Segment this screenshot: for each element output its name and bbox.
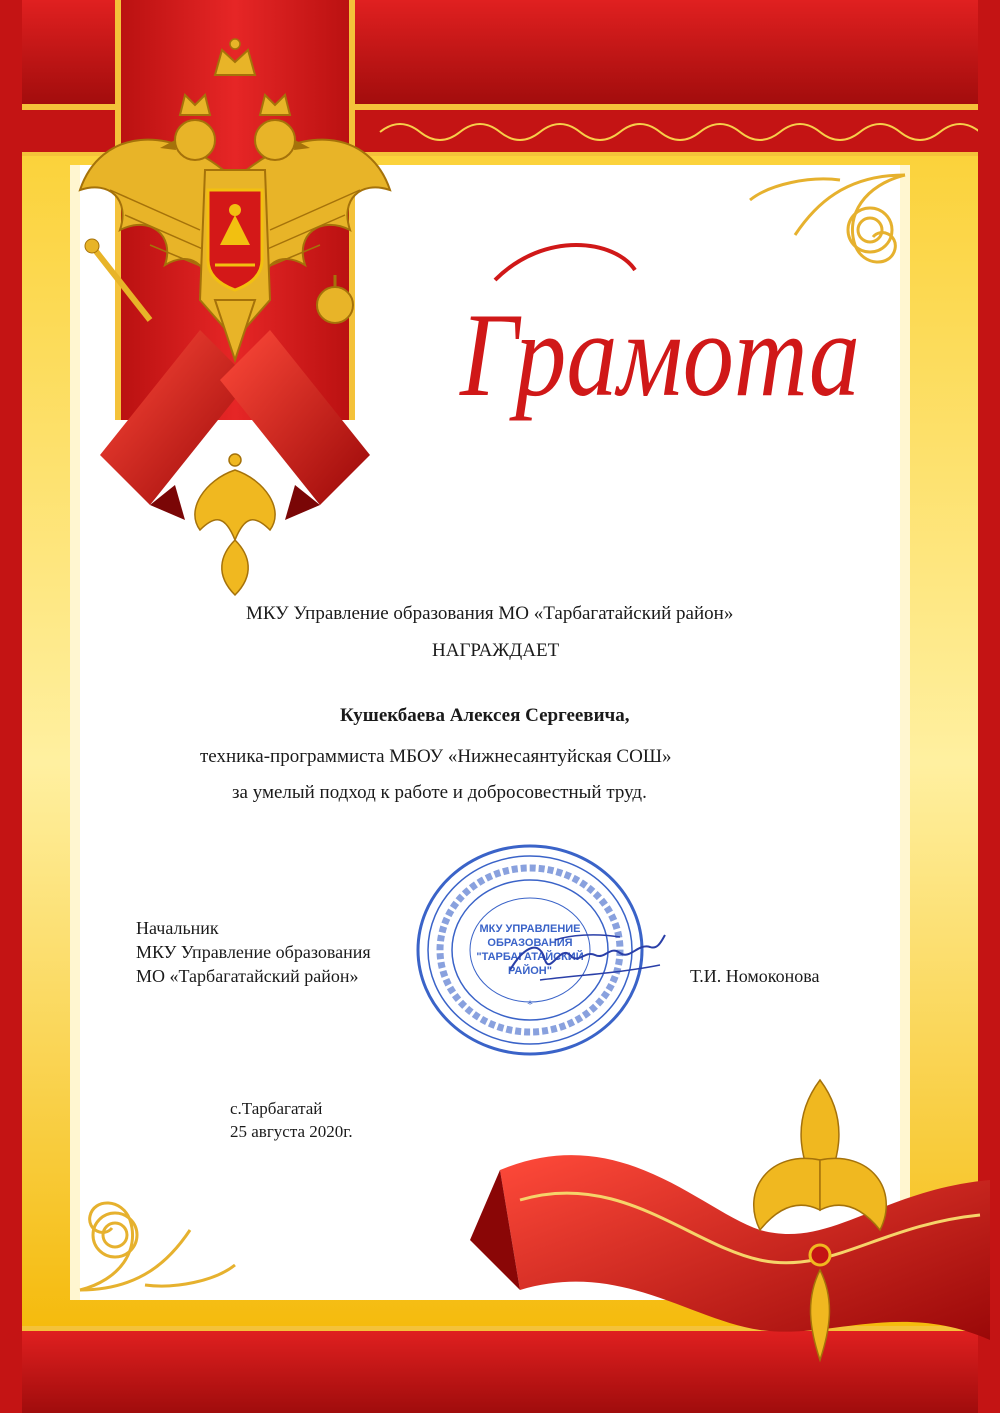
stamp-center-line2: ОБРАЗОВАНИЯ	[487, 937, 573, 949]
svg-text:*: *	[527, 997, 533, 1011]
issuer-line: МКУ Управление образования МО «Тарбагатайский район»	[246, 603, 734, 624]
certificate-title-text: Грамота	[459, 288, 860, 421]
place: с.Тарбагатай	[230, 1099, 323, 1118]
handwritten-signature	[500, 925, 670, 990]
stamp-center-line3: "ТАРБАГАТАЙСКИЙ	[476, 951, 584, 963]
date: 25 августа 2020г.	[230, 1122, 353, 1141]
stamp-center-line1: МКУ УПРАВЛЕНИЕ	[479, 923, 581, 935]
signer-title-line3: МО «Тарбагатайский район»	[136, 966, 359, 986]
award-verb: НАГРАЖДАЕТ	[432, 640, 560, 661]
award-reason: за умелый подход к работе и добросовестный труд.	[232, 782, 647, 803]
signer-title-line2: МКУ Управление образования	[136, 942, 371, 962]
signer-name: Т.И. Номоконова	[690, 966, 820, 986]
recipient-name: Кушекбаева Алексея Сергеевича,	[340, 705, 630, 726]
recipient-position: техника-программиста МБОУ «Нижнесаянтуйская СОШ»	[200, 746, 672, 767]
signer-title-line1: Начальник	[136, 918, 219, 938]
certificate-title	[455, 210, 875, 450]
stamp-center-line4: РАЙОН"	[508, 965, 552, 977]
